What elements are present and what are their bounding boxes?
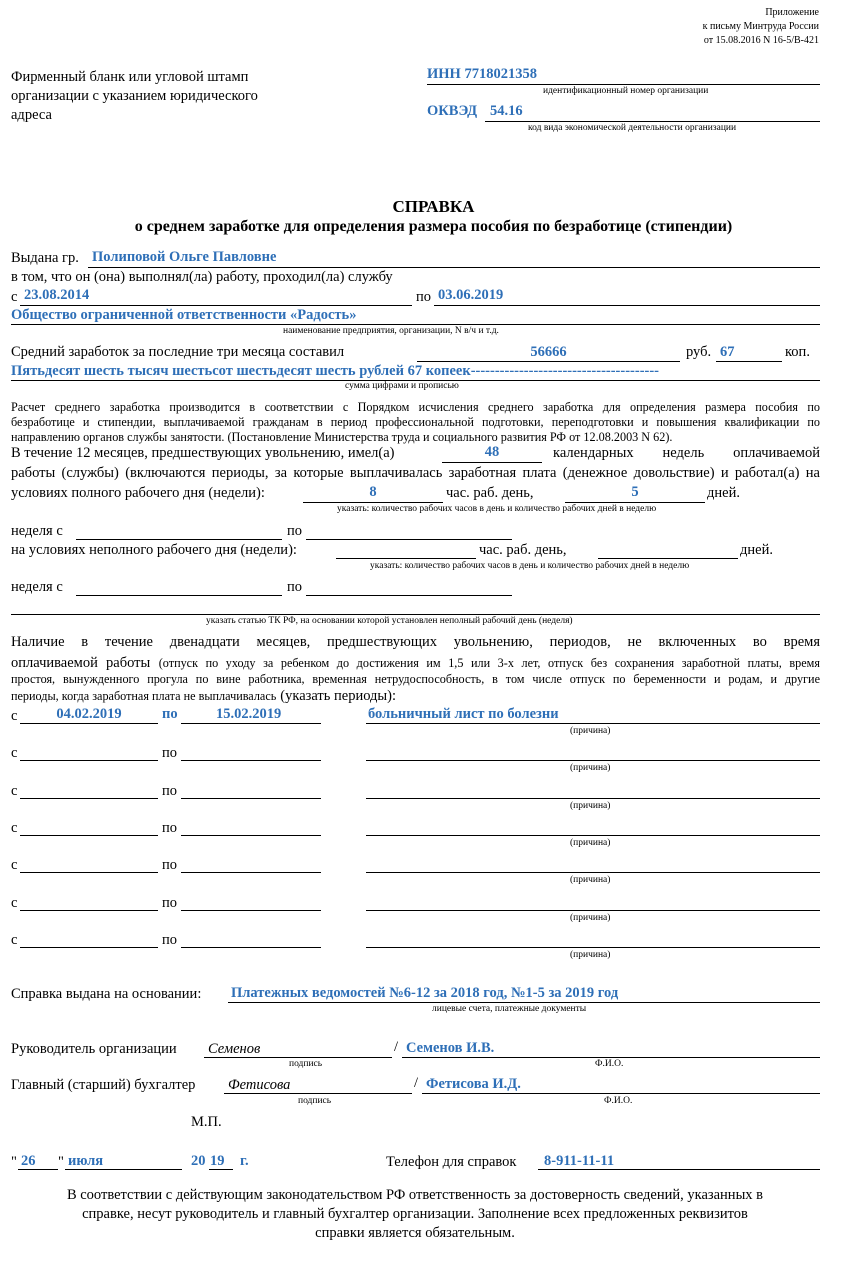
earnings-caption: сумма цифрами и прописью bbox=[345, 381, 459, 391]
period-from-label: с bbox=[11, 895, 18, 911]
weeks-value[interactable]: 48 bbox=[484, 444, 500, 460]
letterhead-line-2: организации с указанием юридического bbox=[11, 88, 258, 104]
calculation-note-line-1: Расчет среднего заработка производится в соответствии с Порядком исчисления среднего заработка для определения размера пособия по bbox=[11, 400, 820, 414]
period-reason-caption: (причина) bbox=[570, 913, 611, 923]
accountant-full-name[interactable]: Фетисова И.Д. bbox=[426, 1076, 521, 1092]
phone-value[interactable]: 8-911-11-11 bbox=[544, 1153, 615, 1169]
part-day-label: на условиях неполного рабочего дня (недели): bbox=[11, 542, 297, 558]
part-days-label: дней. bbox=[740, 542, 773, 558]
week-from-field[interactable] bbox=[76, 539, 282, 540]
period-to-label: по bbox=[162, 706, 178, 722]
accountant-signature[interactable]: Фетисова bbox=[228, 1077, 291, 1093]
okved-caption: код вида экономической деятельности организации bbox=[528, 123, 737, 133]
week-to-label: по bbox=[287, 523, 303, 539]
earnings-kopecks[interactable]: 67 bbox=[720, 344, 735, 360]
period-to-label: по bbox=[162, 820, 178, 836]
appendix-line-3: от 15.08.2016 N 16-5/В-421 bbox=[703, 35, 819, 46]
footer-line-1: В соответствии с действующим законодательством РФ ответственность за достоверность сведений, указанных в bbox=[66, 1187, 764, 1203]
period-to-label: по bbox=[162, 857, 178, 873]
head-full-name[interactable]: Семенов И.В. bbox=[406, 1040, 495, 1056]
period-to-label: по bbox=[162, 932, 178, 948]
excluded-line-4: периоды, когда заработная плата не выплачивалась (указать периоды): bbox=[11, 688, 397, 704]
organization-name[interactable]: Общество ограниченной ответственности «Радость» bbox=[11, 307, 357, 323]
basis-caption: лицевые счета, платежные документы bbox=[432, 1004, 587, 1014]
date-quote-close: " bbox=[58, 1154, 64, 1170]
period-reason-caption: (причина) bbox=[570, 726, 611, 736]
part-day-hours-field[interactable] bbox=[336, 558, 476, 559]
earnings-in-words[interactable]: Пятьдесят шесть тысяч шестьсот шестьдесят шесть рублей 67 копеек--------------------------------------- bbox=[11, 363, 660, 379]
period-reason-caption: (причина) bbox=[570, 801, 611, 811]
accountant-label: Главный (старший) бухгалтер bbox=[11, 1077, 196, 1093]
period-from-label: с bbox=[11, 708, 18, 724]
days-label: дней. bbox=[707, 485, 740, 501]
period-from-label: с bbox=[11, 857, 18, 873]
basis-value[interactable]: Платежных ведомостей №6-12 за 2018 год, №1-5 за 2019 год bbox=[231, 985, 619, 1001]
week2-from-label: неделя с bbox=[11, 579, 63, 595]
week2-from-field[interactable] bbox=[76, 595, 282, 596]
period-from-label: с bbox=[11, 745, 18, 761]
article-caption: указать статью ТК РФ, на основании которой установлен неполный рабочий день (неделя) bbox=[206, 616, 573, 626]
letterhead-line-1: Фирменный бланк или угловой штамп bbox=[11, 69, 249, 85]
period-from-date[interactable]: 04.02.2019 bbox=[56, 706, 122, 722]
week-to-field[interactable] bbox=[306, 539, 512, 540]
period-reason[interactable]: больничный лист по болезни bbox=[368, 706, 559, 722]
calculation-note bbox=[11, 400, 820, 445]
hours-label: час. раб. день, bbox=[446, 485, 534, 501]
date-day[interactable]: 26 bbox=[21, 1153, 36, 1169]
okved-label: ОКВЭД bbox=[427, 103, 478, 119]
period-to-date[interactable]: 15.02.2019 bbox=[216, 706, 282, 722]
weeks-prefix: В течение 12 месяцев, предшествующих увольнению, имел(а) bbox=[11, 445, 395, 461]
footer-note bbox=[0, 1186, 830, 1243]
inn-caption: идентификационный номер организации bbox=[543, 86, 709, 96]
head-label: Руководитель организации bbox=[11, 1041, 177, 1057]
period-to-label: по bbox=[162, 745, 178, 761]
full-day-caption: указать: количество рабочих часов в день и количество рабочих дней в неделю bbox=[337, 504, 657, 514]
calculation-note-line-2: безработице и стипендии, выплачиваемой гражданам в период профессиональной подготовки, переподготовки и повышения квалификации по bbox=[11, 415, 820, 429]
period-to-label: по bbox=[162, 783, 178, 799]
recipient-name[interactable]: Полиповой Ольге Павловне bbox=[92, 249, 277, 265]
weeks-suffix: календарных недель оплачиваемой bbox=[553, 445, 820, 461]
earnings-label: Средний заработок за последние три месяца составил bbox=[11, 344, 345, 360]
inn-value[interactable]: ИНН 7718021358 bbox=[427, 66, 537, 82]
appendix-line-1: Приложение bbox=[765, 7, 819, 18]
part-day-days-field[interactable] bbox=[598, 558, 738, 559]
date-year-label: г. bbox=[240, 1153, 249, 1169]
week-from-label: неделя с bbox=[11, 523, 63, 539]
footer-line-2: справке, несут руководитель и главный бухгалтер организации. Заполнение всех предложенных реквизитов bbox=[82, 1206, 748, 1222]
stamp-place: М.П. bbox=[191, 1114, 222, 1130]
okved-value[interactable]: 54.16 bbox=[490, 103, 523, 119]
period-to-label: по bbox=[162, 895, 178, 911]
page-subtitle: о среднем заработке для определения размера пособия по безработице (стипендии) bbox=[134, 218, 733, 235]
period-reason-caption: (причина) bbox=[570, 763, 611, 773]
to-label: по bbox=[416, 289, 432, 305]
letterhead-placeholder bbox=[11, 68, 258, 125]
date-quote-open: " bbox=[11, 1154, 17, 1170]
kop-label: коп. bbox=[785, 344, 810, 360]
period-reason-caption: (причина) bbox=[570, 838, 611, 848]
accountant-sign-caption: подпись bbox=[298, 1096, 332, 1106]
full-day-hours[interactable]: 8 bbox=[369, 484, 377, 500]
part-day-caption: указать: количество рабочих часов в день и количество рабочих дней в неделю bbox=[370, 561, 690, 571]
earnings-rubles[interactable]: 56666 bbox=[530, 344, 567, 360]
period-reason-caption: (причина) bbox=[570, 950, 611, 960]
head-signature[interactable]: Семенов bbox=[208, 1041, 261, 1057]
article-field[interactable] bbox=[11, 614, 820, 615]
service-statement: в том, что он (она) выполнял(ла) работу, проходил(ла) службу bbox=[11, 269, 393, 285]
phone-label: Телефон для справок bbox=[386, 1154, 517, 1170]
head-sign-caption: подпись bbox=[289, 1059, 323, 1069]
issued-label: Выдана гр. bbox=[11, 250, 79, 266]
week2-to-label: по bbox=[287, 579, 303, 595]
accountant-slash: / bbox=[414, 1075, 419, 1091]
rub-label: руб. bbox=[686, 344, 712, 360]
organization-caption: наименование предприятия, организации, N в/ч и т.д. bbox=[283, 326, 499, 336]
footer-line-3: справки является обязательным. bbox=[315, 1225, 515, 1241]
excluded-line-1: Наличие в течение двенадцати месяцев, предшествующих увольнению, периодов, не включенных во время bbox=[11, 634, 820, 650]
weeks-line-2: работы (службы) (включаются периоды, за которые выплачивалась заработная плата (денежное довольствие) и работал(а) на bbox=[11, 465, 820, 481]
excluded-line-3: простоя, вынужденного прогула по вине работника, временная нетрудоспособность, в том числе отпуск по беременности и родам, и другие bbox=[11, 672, 820, 686]
date-year-suffix[interactable]: 19 bbox=[210, 1153, 225, 1169]
full-day-label: условиях полного рабочего дня (недели): bbox=[11, 485, 265, 501]
date-year-prefix: 20 bbox=[191, 1153, 206, 1169]
date-month[interactable]: июля bbox=[68, 1153, 104, 1169]
appendix-line-2: к письму Минтруда России bbox=[702, 21, 819, 32]
from-label: с bbox=[11, 289, 18, 305]
period-from-label: с bbox=[11, 820, 18, 836]
accountant-fio-caption: Ф.И.О. bbox=[604, 1096, 633, 1106]
head-slash: / bbox=[394, 1039, 399, 1055]
period-from-label: с bbox=[11, 932, 18, 948]
full-day-days[interactable]: 5 bbox=[631, 484, 639, 500]
period-from-label: с bbox=[11, 783, 18, 799]
excluded-line-2: оплачиваемой работы (отпуск по уходу за ребенком до достижения им 1,5 или 3-х лет, отпуск без сохранения заработной платы, время bbox=[11, 655, 820, 671]
week2-to-field[interactable] bbox=[306, 595, 512, 596]
appendix-block bbox=[703, 6, 819, 48]
head-fio-caption: Ф.И.О. bbox=[595, 1059, 624, 1069]
employment-from-date[interactable]: 23.08.2014 bbox=[24, 287, 90, 303]
part-hours-label: час. раб. день, bbox=[479, 542, 567, 558]
basis-label: Справка выдана на основании: bbox=[11, 986, 202, 1002]
page-title: СПРАВКА bbox=[392, 197, 475, 216]
letterhead-line-3: адреса bbox=[11, 107, 52, 123]
period-reason-caption: (причина) bbox=[570, 875, 611, 885]
employment-to-date[interactable]: 03.06.2019 bbox=[438, 287, 504, 303]
calculation-note-line-3: направлению органов службы занятости. (Постановление Министерства труда и социального развития РФ от 12.08.2003 N 62). bbox=[11, 430, 673, 444]
